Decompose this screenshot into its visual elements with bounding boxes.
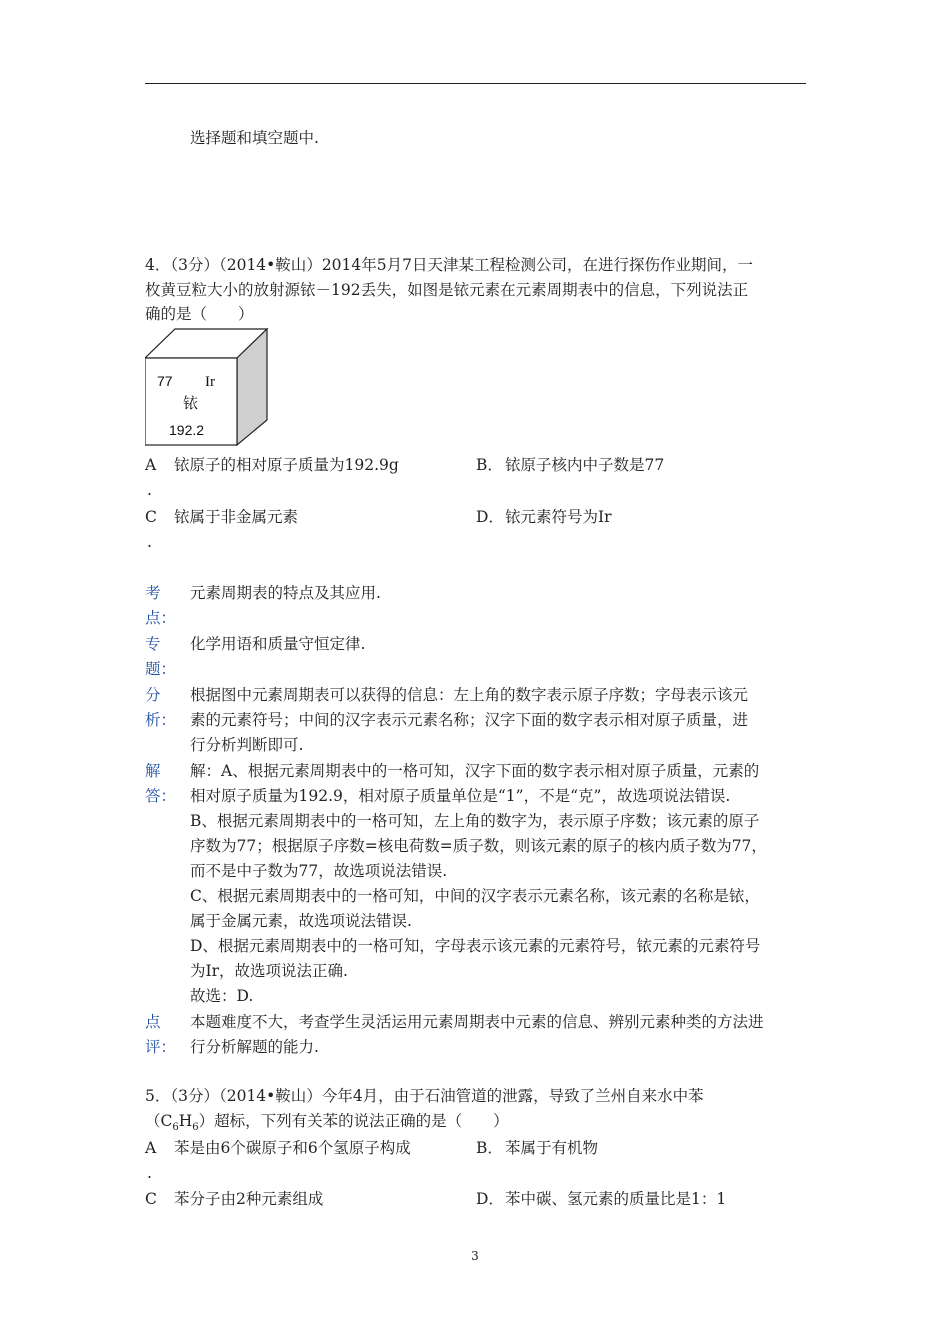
- dianping-label-1: 点: [145, 1013, 161, 1031]
- option-dot: .: [147, 533, 152, 551]
- q5-option-c-letter: C: [145, 1190, 157, 1208]
- fenxi-line: 行分析判断即可.: [190, 736, 304, 754]
- jieda-line: 序数为77；根据原子序数=核电荷数=质子数，则该元素的原子的核内质子数为77，: [190, 837, 767, 855]
- q4-option-c-letter: C: [145, 508, 157, 526]
- element-mass: 192.2: [169, 422, 205, 438]
- jieda-line: B、根据元素周期表中的一格可知，左上角的数字为，表示原子序数；该元素的原子: [190, 812, 760, 830]
- kaodian-label-1: 考: [145, 584, 161, 602]
- jieda-line: 为Ir，故选项说法正确.: [190, 962, 348, 980]
- dianping-line: 本题难度不大，考查学生灵活运用元素周期表中元素的信息、辨别元素种类的方法进: [190, 1013, 764, 1031]
- jieda-label-1: 解: [145, 762, 161, 780]
- fenxi-label-1: 分: [145, 686, 161, 704]
- q5-option-b-letter: B．: [476, 1139, 503, 1157]
- fenxi-line: 根据图中元素周期表可以获得的信息：左上角的数字表示原子序数；字母表示该元: [190, 686, 749, 704]
- q4-option-a-letter: A: [145, 456, 157, 474]
- q5-option-d: 苯中碳、氢元素的质量比是1：1: [505, 1190, 727, 1208]
- jieda-line: C、根据元素周期表中的一格可知，中间的汉字表示元素名称，该元素的名称是铱，: [190, 887, 760, 905]
- element-card-iridium: [145, 328, 270, 452]
- jieda-line: 相对原子质量为192.9，相对原子质量单位是“1”，不是“克”，故选项说法错误.: [190, 787, 731, 805]
- q4-stem-line-1: 4．（3分）（2014•鞍山）2014年5月7日天津某工程检测公司，在进行探伤作业期间，一: [145, 256, 753, 274]
- jieda-line: 属于金属元素，故选项说法错误.: [190, 912, 412, 930]
- option-dot: .: [147, 481, 152, 499]
- jieda-label-2: 答：: [145, 787, 177, 805]
- q5-stem-line-1: 5．（3分）（2014•鞍山）今年4月，由于石油管道的泄露，导致了兰州自来水中苯: [145, 1087, 704, 1105]
- q4-option-b: 铱原子核内中子数是77: [505, 456, 665, 474]
- jieda-line: D、根据元素周期表中的一格可知，字母表示该元素的元素符号，铱元素的元素符号: [190, 937, 761, 955]
- jieda-line: 解：A、根据元素周期表中的一格可知，汉字下面的数字表示相对原子质量，元素的: [190, 762, 760, 780]
- q4-stem-line-2: 枚黄豆粒大小的放射源铱－192丢失，如图是铱元素在元素周期表中的信息，下列说法正: [145, 281, 749, 299]
- element-cube-figure: [145, 328, 270, 448]
- q4-stem-line-3: 确的是（ ）: [145, 305, 254, 323]
- q4-option-d: 铱元素符号为Ir: [505, 508, 612, 526]
- jieda-line: 而不是中子数为77，故选项说法错误.: [190, 862, 448, 880]
- jieda-line: 故选：D.: [190, 987, 254, 1005]
- kaodian-text: 元素周期表的特点及其应用.: [190, 584, 381, 602]
- continued-text: 选择题和填空题中.: [190, 129, 319, 147]
- element-symbol: Ir: [205, 374, 215, 390]
- dianping-label-2: 评：: [145, 1038, 177, 1056]
- zhuanti-label-1: 专: [145, 635, 161, 653]
- option-dot: .: [147, 1164, 152, 1182]
- fenxi-line: 素的元素符号；中间的汉字表示元素名称；汉字下面的数字表示相对原子质量，进: [190, 711, 749, 729]
- zhuanti-text: 化学用语和质量守恒定律.: [190, 635, 366, 653]
- q5-option-d-letter: D．: [476, 1190, 504, 1208]
- element-name: 铱: [183, 394, 199, 412]
- q5-option-b: 苯属于有机物: [505, 1139, 599, 1157]
- q4-option-d-letter: D．: [476, 508, 504, 526]
- q4-option-a: 铱原子的相对原子质量为192.9g: [174, 456, 399, 474]
- q5-stem-line-2: $(C_6H_6)$超标，下列有关苯的说法正确的是（ ）: [145, 1112, 509, 1134]
- element-number: 77: [157, 373, 173, 389]
- q5-option-a: 苯是由6个碳原子和6个氢原子构成: [174, 1139, 411, 1157]
- dianping-line: 行分析解题的能力.: [190, 1038, 319, 1056]
- q5-option-c: 苯分子由2种元素组成: [174, 1190, 324, 1208]
- q4-option-b-letter: B．: [476, 456, 503, 474]
- fenxi-label-2: 析：: [145, 711, 177, 729]
- q4-option-c: 铱属于非金属元素: [174, 508, 299, 526]
- q5-option-a-letter: A: [145, 1139, 157, 1157]
- kaodian-label-2: 点：: [145, 609, 177, 627]
- page-number: 3: [471, 1249, 479, 1263]
- header-rule: [145, 83, 806, 84]
- zhuanti-label-2: 题：: [145, 660, 177, 678]
